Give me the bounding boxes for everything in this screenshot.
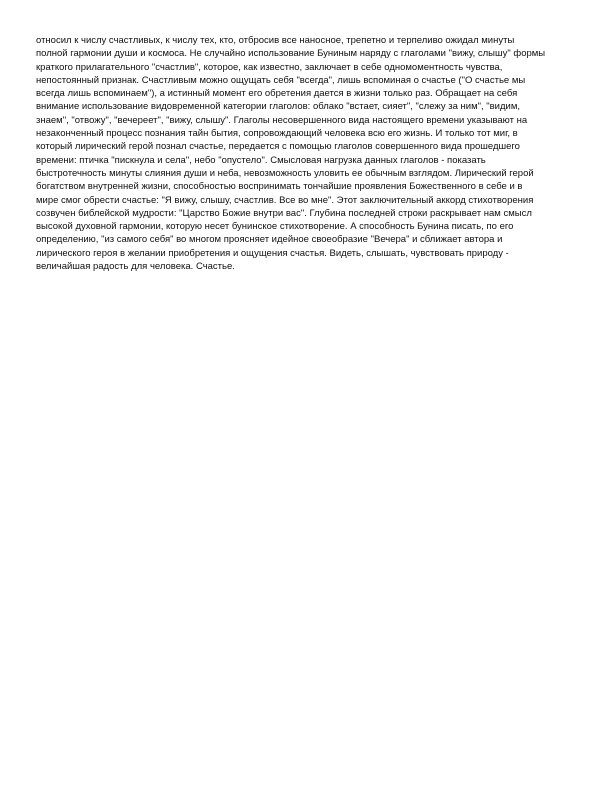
text-line: относил к числу счастливых, к числу тех, кто, отбросив все наносное, трепетно и терпеливо ожидал минуты [36,35,515,46]
text-line: быстротечность минуты слияния души и неба, невозможность уловить ее обычным взглядом. Лирический герой [36,167,534,179]
text-line: знаем", "отвожу", "вечереет", "вижу, слышу". Глаголы несовершенного вида настоящего времени указывают на [36,114,528,126]
text-line: времени: птичка "пискнула и села", небо "опустело". Смысловая нагрузка данных глаголов - показать [36,154,486,166]
text-line: непостоянный признак. Счастливым можно ощущать себя "всегда", лишь вспоминая о счастье ("О счастье мы [36,74,526,86]
text-line: высокой духовной гармонии, которую несет бунинское стихотворение. А способность Бунина писать, по его [36,221,514,233]
text-line: краткого прилагательного "счастлив", которое, как известно, заключает в себе одномоментность чувства, [36,61,503,73]
text-line: богатством внутренней жизни, способностью воспринимать тончайшие проявления Божественного в себе и в [36,181,523,193]
text-line: всегда лишь вспоминаем"), а истинный момент его обретения дается в жизни только раз. Обращает на себя [36,88,518,100]
text-line: созвучен библейской мудрости: "Царство Божие внутри вас". Глубина последней строки раскрывает нам смысл [36,207,532,219]
text-line: незаконченный процесс познания тайн бытия, сопровождающий человека всю его жизнь. И только тот миг, в [36,128,518,140]
text-line: полной гармонии души и космоса. Не случайно использование Буниным наряду с глаголами "вижу, слышу" формы [36,48,546,60]
text-line: величайшая радость для человека. Счастье. [36,261,235,273]
text-line: лирического героя в желании приобретения и ощущения счастья. Видеть, слышать, чувствовать природу - [36,247,509,259]
body-paragraph [36,34,581,273]
text-line: который лирический герой познал счастье, передается с помощью глаголов совершенного вида прошедшего [36,141,520,153]
text-line: определению, "из самого себя" во многом проясняет идейное своеобразие "Вечера" и сближает автора и [36,234,503,246]
text-line: мире смог обрести счастье: "Я вижу, слышу, счастлив. Все во мне". Этот заключительный аккорд стихотворения [36,194,534,206]
text-line: внимание использование видовременной категории глаголов: облако "встает, сияет", "слежу за ним", "видим, [36,101,521,113]
